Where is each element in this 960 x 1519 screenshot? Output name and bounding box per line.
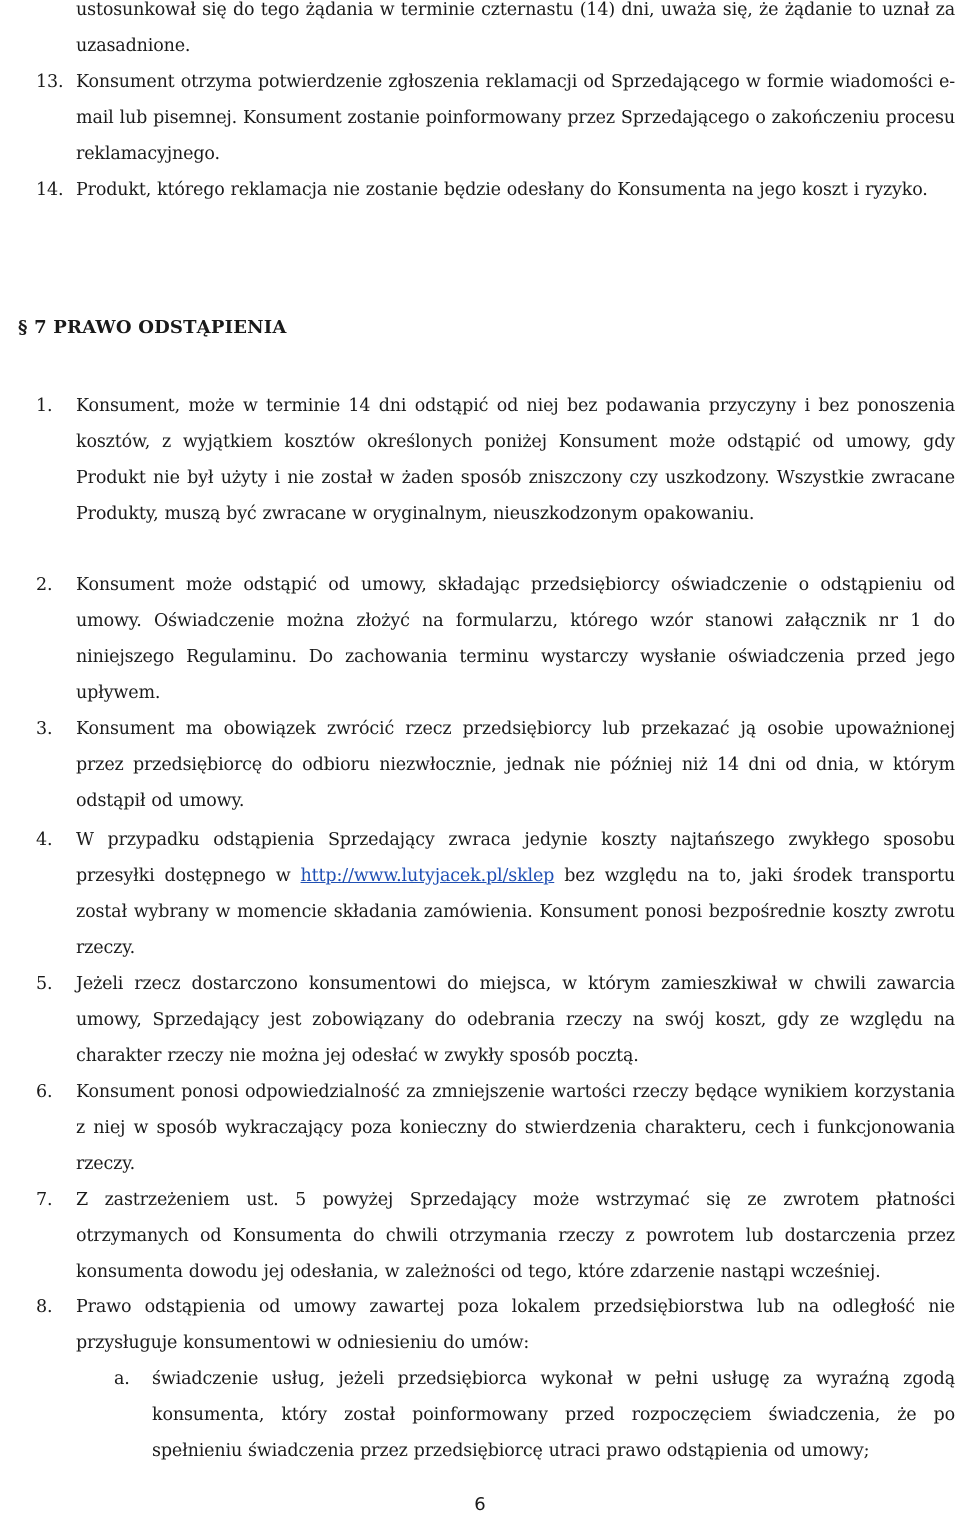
list-item-8 [36, 1289, 955, 1361]
list-item-text: Konsument ponosi odpowiedzialność za zmniejszenie wartości rzeczy będące wynikiem korzystania z niej w sposób wykraczający poza konieczny do stwierdzenia charakteru, cech i funkcjonowania rzeczy. [76, 1082, 955, 1174]
list-item-number: 8. [36, 1297, 53, 1317]
list-item-7 [36, 1182, 955, 1290]
shop-link[interactable]: http://www.lutyjacek.pl/sklep [300, 866, 555, 886]
sub-list-item-text: świadczenie usług, jeżeli przedsiębiorca wykonał w pełni usługę za wyraźną zgodą konsumenta, który został poinformowany przed rozpoczęciem świadczenia, że po spełnieniu świadczenia przez przedsiębiorcę utraci prawo odstąpienia od umowy; [152, 1369, 955, 1461]
list-item-text: Produkt, którego reklamacja nie zostanie będzie odesłany do Konsumenta na jego koszt i ryzyko. [76, 180, 928, 200]
continuation-paragraph [76, 0, 955, 64]
list-item-text: Konsument, może w terminie 14 dni odstąpić od niej bez podawania przyczyny i bez ponoszenia kosztów, z wyjątkiem kosztów określonych poniżej Konsument może odstąpić od umowy, gdy Produkt nie był użyty i nie został w żaden sposób zniszczony czy uszkodzony. Wszystkie zwracane Produkty, muszą być zwracane w oryginalnym, nieuszkodzonym opakowaniu. [76, 396, 955, 524]
list-item-text: Prawo odstąpienia od umowy zawartej poza lokalem przedsiębiorstwa lub na odległość nie przysługuje konsumentowi w odniesieniu do umów: [76, 1297, 955, 1353]
list-item-number: 13. [36, 72, 64, 92]
list-item-number: 2. [36, 575, 53, 595]
list-item-number: 3. [36, 719, 53, 739]
section-heading: § 7 PRAWO ODSTĄPIENIA [18, 317, 287, 338]
list-item-text: Konsument ma obowiązek zwrócić rzecz przedsiębiorcy lub przekazać ją osobie upoważnionej przez przedsiębiorcę do odbioru niezwłocznie, jednak nie później niż 14 dni od dnia, w którym odstąpił od umowy. [76, 719, 955, 811]
list-item-number: 4. [36, 830, 53, 850]
list-item-text: Z zastrzeżeniem ust. 5 powyżej Sprzedający może wstrzymać się ze zwrotem płatności otrzymanych od Konsumenta do chwili otrzymania rzeczy z powrotem lub dostarczenia przez konsumenta dowodu jej odesłania, w zależności od tego, które zdarzenie nastąpi wcześniej. [76, 1190, 955, 1282]
list-item-text: Jeżeli rzecz dostarczono konsumentowi do miejsca, w którym zamieszkiwał w chwili zawarcia umowy, Sprzedający jest zobowiązany do odebrania rzeczy na swój koszt, gdy ze względu na charakter rzeczy nie można jej odesłać w zwykły sposób pocztą. [76, 974, 955, 1066]
list-item-number: 7. [36, 1190, 53, 1210]
list-item-text: Konsument może odstąpić od umowy, składając przedsiębiorcy oświadczenie o odstąpieniu od umowy. Oświadczenie można złożyć na formularzu, którego wzór stanowi załącznik nr 1 do niniejszego Regulaminu. Do zachowania terminu wystarczy wysłanie oświadczenia przed jego upływem. [76, 575, 955, 703]
list-item-4 [36, 822, 955, 966]
list-item-text: Konsument otrzyma potwierdzenie zgłoszenia reklamacji od Sprzedającego w formie wiadomości e-mail lub pisemnej. Konsument zostanie poinformowany przez Sprzedającego o zakończeniu procesu reklamacyjnego. [76, 72, 955, 164]
sub-list-item-a [114, 1361, 955, 1469]
list-item-number: 1. [36, 396, 53, 416]
list-item-number: 6. [36, 1082, 53, 1102]
list-item-14 [36, 172, 955, 208]
list-item-13 [36, 64, 955, 172]
list-item-2 [36, 567, 955, 711]
list-item-1 [36, 388, 955, 532]
list-item-6 [36, 1074, 955, 1182]
list-item-5 [36, 966, 955, 1074]
page-number: 6 [474, 1494, 486, 1515]
list-item-text-after: bez względu na to, jaki środek transportu został wybrany w momencie składania zamówienia. Konsument ponosi bezpośrednie koszty zwrotu rzeczy. [76, 866, 955, 958]
continuation-text: ustosunkował się do tego żądania w terminie czternastu (14) dni, uważa się, że żądanie to uznał za uzasadnione. [76, 0, 955, 56]
list-item-number: 14. [36, 180, 64, 200]
list-item-text-before: W przypadku odstąpienia Sprzedający zwraca jedynie koszty najtańszego zwykłego sposobu przesyłki dostępnego w [76, 830, 955, 886]
list-item-3 [36, 711, 955, 819]
sub-list-item-letter: a. [114, 1369, 130, 1389]
list-item-number: 5. [36, 974, 53, 994]
